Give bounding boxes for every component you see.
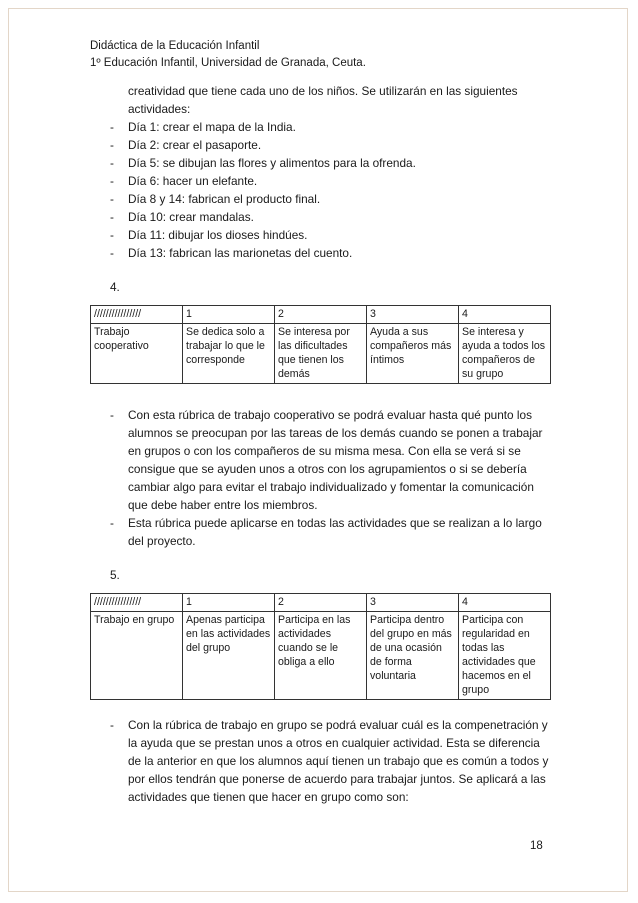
list-item (90, 172, 550, 190)
list-item (90, 190, 550, 208)
intro-paragraph (90, 82, 550, 118)
list-dash: - (110, 246, 114, 260)
activity-text: Día 10: crear mandalas. (128, 210, 254, 224)
bullet-text: Esta rúbrica puede aplicarse en todas las actividades que se realizan a lo largo del proyecto. (128, 516, 542, 548)
list-dash: - (110, 516, 114, 530)
cooperative-work-rubric-table (90, 305, 551, 384)
table-cell: Apenas participa en las actividades del grupo (183, 612, 275, 700)
table-header-cell: 2 (275, 306, 367, 324)
table-header-row (91, 306, 551, 324)
list-item (90, 406, 550, 514)
table-header-cell: 4 (459, 306, 551, 324)
group-work-rubric-table (90, 593, 551, 700)
table-cell: Se dedica solo a trabajar lo que le corresponde (183, 324, 275, 384)
table-cell: Participa con regularidad en todas las actividades que hacemos en el grupo (459, 612, 551, 700)
table-header-cell: 2 (275, 594, 367, 612)
list-dash: - (110, 156, 114, 170)
activity-text: Día 6: hacer un elefante. (128, 174, 258, 188)
list-item (90, 208, 550, 226)
page-number: 18 (530, 840, 543, 852)
list-dash: - (110, 192, 114, 206)
list-item (90, 136, 550, 154)
table-header-row (91, 594, 551, 612)
table-row (91, 324, 551, 384)
table-cell: Ayuda a sus compañeros más íntimos (367, 324, 459, 384)
intro-line-2: actividades: (128, 102, 191, 116)
table-header-cell: 3 (367, 594, 459, 612)
table-header-cell: 1 (183, 594, 275, 612)
list-dash: - (110, 120, 114, 134)
table-cell: Se interesa y ayuda a todos los compañeros de su grupo (459, 324, 551, 384)
table-cell: Trabajo cooperativo (91, 324, 183, 384)
list-dash: - (110, 138, 114, 152)
section-4-number: 4. (110, 280, 120, 294)
list-item (90, 244, 550, 262)
list-item (90, 514, 550, 550)
table-header-cell: //////////////// (91, 306, 183, 324)
list-item (90, 226, 550, 244)
activity-text: Día 11: dibujar los dioses hindúes. (128, 228, 308, 242)
table-cell: Participa en las actividades cuando se le obliga a ello (275, 612, 367, 700)
activity-text: Día 1: crear el mapa de la India. (128, 120, 296, 134)
table-header-cell: 1 (183, 306, 275, 324)
list-dash: - (110, 228, 114, 242)
bullet-text: Con la rúbrica de trabajo en grupo se podrá evaluar cuál es la compenetración y la ayuda que se prestan unos a otros en cualquier actividad. Esta se diferencia de la anterior en que los alumnos aquí tienen un trabajo que es común a todos y por ellos tendrán que ponerse de acuerdo para trabajar juntos. Se aplicará a las actividades que tienen que hacer en grupo como son: (128, 718, 549, 804)
table-cell: Participa dentro del grupo en más de una ocasión de forma voluntaria (367, 612, 459, 700)
list-dash: - (110, 718, 114, 732)
list-item (90, 118, 550, 136)
spacer (90, 700, 550, 716)
section-4-bullets (90, 406, 550, 550)
list-dash: - (110, 210, 114, 224)
activities-list (90, 118, 550, 262)
activity-text: Día 8 y 14: fabrican el producto final. (128, 192, 321, 206)
activity-text: Día 13: fabrican las marionetas del cuento. (128, 246, 353, 260)
table-cell: Trabajo en grupo (91, 612, 183, 700)
table-header-cell: 4 (459, 594, 551, 612)
intro-line-1: creatividad que tiene cada uno de los niños. Se utilizarán en las siguientes (128, 84, 518, 98)
table-row (91, 612, 551, 700)
header-institution: 1º Educación Infantil, Universidad de Granada, Ceuta. (90, 57, 366, 69)
list-dash: - (110, 408, 114, 422)
page-content (90, 82, 550, 806)
section-5-number: 5. (110, 568, 120, 582)
list-dash: - (110, 174, 114, 188)
table-cell: Se interesa por las dificultades que tienen los demás (275, 324, 367, 384)
table-header-cell: 3 (367, 306, 459, 324)
table-header-cell: //////////////// (91, 594, 183, 612)
list-item (90, 716, 550, 806)
page-header (90, 38, 366, 72)
activity-text: Día 2: crear el pasaporte. (128, 138, 262, 152)
section-5-bullets (90, 716, 550, 806)
spacer (90, 384, 550, 406)
header-course-title: Didáctica de la Educación Infantil (90, 40, 260, 52)
bullet-text: Con esta rúbrica de trabajo cooperativo se podrá evaluar hasta qué punto los alumnos se preocupan por las tareas de los demás cuando se ponen a trabajar en grupos o con los compañeros de su misma mesa. Con ella se verá si se consigue que se ayuden unos a otros con los agrupamientos o si se debería cambiar algo para evitar el trabajo individualizado y fomentar la comunicación que debe haber entre los miembros. (128, 408, 543, 512)
list-item (90, 154, 550, 172)
activity-text: Día 5: se dibujan las flores y alimentos para la ofrenda. (128, 156, 416, 170)
